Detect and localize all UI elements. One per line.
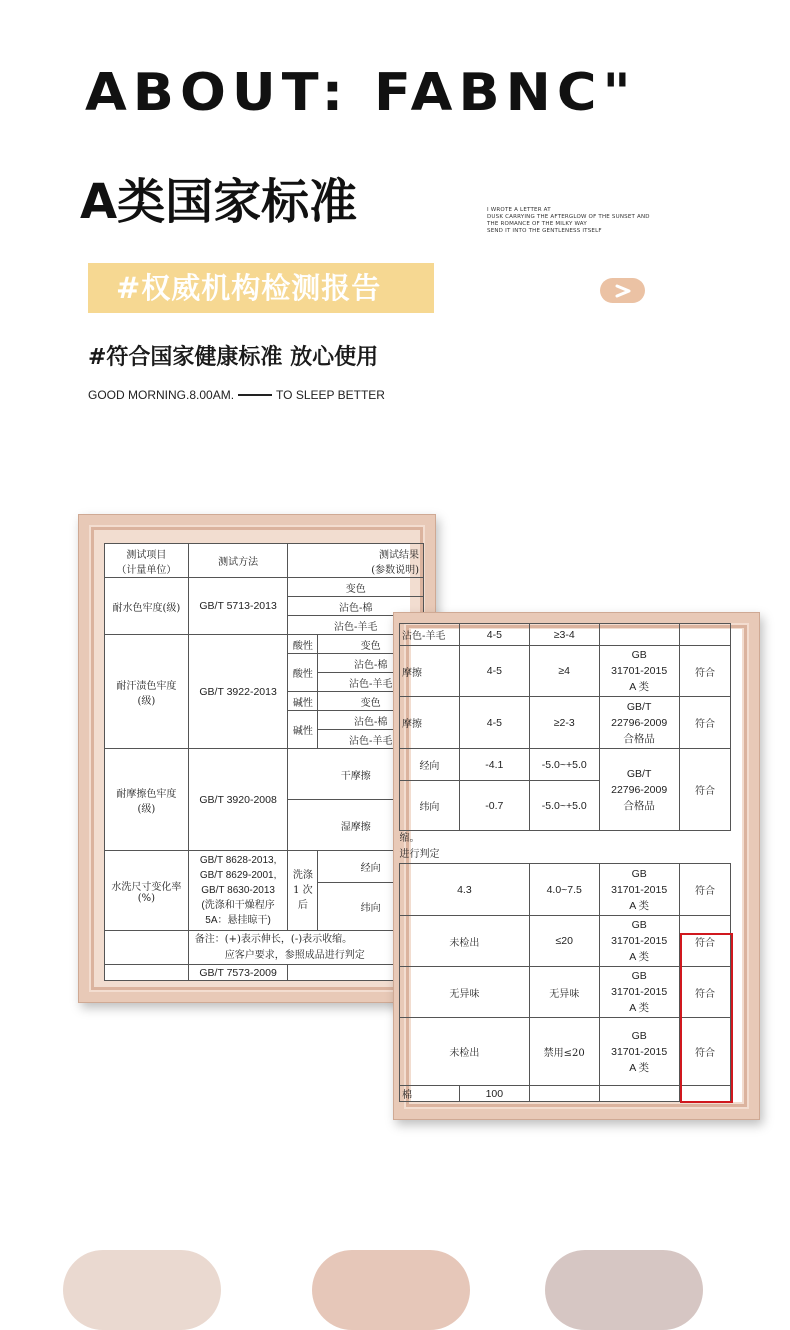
- requirement-cell: -5.0~+5.0: [529, 749, 599, 781]
- requirement-cell: ≥3-4: [529, 624, 599, 646]
- item-cell: 摩擦: [400, 646, 460, 697]
- poem-line: THE ROMANCE OF THE MILKY WAY: [487, 221, 587, 227]
- tagline-left: GOOD MORNING.8.00AM.: [88, 388, 235, 402]
- standard-cell: GB 31701-2015 A 类: [599, 916, 679, 967]
- item-cell: 耐水色牢度(级): [105, 578, 189, 635]
- blank-cell: [731, 646, 742, 697]
- report-tag-banner: #权威机构检测报告: [88, 263, 434, 313]
- blank-cell: [731, 697, 742, 749]
- sub-cell: 变色: [318, 692, 424, 711]
- requirement-cell: 无异味: [529, 967, 599, 1018]
- report-frame-left: [78, 514, 436, 1003]
- remark-line: 缩。: [399, 833, 420, 844]
- sub-cell: 沾色-羊毛: [288, 616, 424, 635]
- sub-cell: 沾色-羊毛: [318, 673, 424, 692]
- blank-cell: [731, 831, 742, 864]
- requirement-cell: ≤20: [529, 916, 599, 967]
- remark-line: 备注：(+)表示伸长，(-)表示收缩。: [194, 933, 353, 945]
- verdict-cell: [679, 624, 731, 646]
- tagline: [88, 388, 385, 402]
- verdict-cell: 符合: [679, 697, 731, 749]
- sub-cell: 变色: [318, 635, 424, 654]
- color-swatch-2[interactable]: [312, 1250, 470, 1330]
- brand-title: ABOUT: FABNC": [85, 62, 637, 123]
- requirement-cell: ≥4: [529, 646, 599, 697]
- tagline-rule: [238, 394, 272, 396]
- verdict-cell: 符合: [679, 864, 731, 916]
- color-swatch-3[interactable]: [545, 1250, 703, 1330]
- result-cell: 4.3: [400, 864, 530, 916]
- group-cell: 洗涤 1 次 后: [288, 851, 318, 931]
- standard-cell: GB/T 22796-2009 合格品: [599, 697, 679, 749]
- verdict-cell: 符合: [679, 916, 731, 967]
- item-cell: 耐摩擦色牢度 (级): [105, 749, 189, 851]
- item-cell: 棉: [400, 1086, 460, 1102]
- standard-cell: GB 31701-2015 A 类: [599, 1018, 679, 1086]
- requirement-cell: 4.0~7.5: [529, 864, 599, 916]
- poem-line: I WROTE A LETTER AT: [487, 207, 551, 213]
- method-cell: GB/T 5713-2013: [188, 578, 288, 635]
- test-report-table: [104, 543, 424, 981]
- result-cell: 4-5: [459, 646, 529, 697]
- report-frame-right: [393, 612, 760, 1120]
- page-headline: A类国家标准: [80, 174, 358, 230]
- sub-cell: 变色: [288, 578, 424, 597]
- sub-cell: 沾色-棉: [318, 654, 424, 673]
- standard-cell: GB 31701-2015 A 类: [599, 646, 679, 697]
- color-swatch-1[interactable]: [63, 1250, 221, 1330]
- result-cell: -0.7: [459, 781, 529, 831]
- verdict-highlight-box: [680, 933, 733, 1103]
- blank-cell: [105, 965, 189, 981]
- blank-cell: [529, 1086, 599, 1102]
- blank-cell: [105, 931, 189, 965]
- result-cell: -4.1: [459, 749, 529, 781]
- verdict-cell: 符合: [679, 1018, 731, 1086]
- method-cell: GB/T 3920-2008: [188, 749, 288, 851]
- next-arrow-button[interactable]: [600, 278, 645, 303]
- requirement-cell: -5.0~+5.0: [529, 781, 599, 831]
- group-cell: 酸性: [288, 654, 318, 692]
- item-cell: 水洗尺寸变化率 (%): [105, 851, 189, 931]
- item-cell: 沾色-羊毛: [400, 624, 460, 646]
- verdict-cell: 符合: [679, 646, 731, 697]
- group-cell: 酸性: [288, 635, 318, 654]
- sub-cell: 纬向: [318, 883, 424, 931]
- header-cell: 测试结果 (参数说明): [288, 544, 424, 578]
- standard-cell: GB 31701-2015 A 类: [599, 864, 679, 916]
- standard-cell: GB/T 22796-2009 合格品: [599, 749, 679, 831]
- remark-cell: [400, 831, 731, 864]
- header-cell: 测试项目 （计量单位）: [105, 544, 189, 578]
- poem-text: [487, 207, 650, 235]
- result-cell: 未检出: [400, 1018, 530, 1086]
- result-cell: 无异味: [400, 967, 530, 1018]
- requirement-cell: ≥2-3: [529, 697, 599, 749]
- standard-cell: [599, 624, 679, 646]
- poem-line: DUSK CARRYING THE AFTERGLOW OF THE SUNSET AND: [487, 214, 650, 220]
- standard-cell: GB 31701-2015 A 类: [599, 967, 679, 1018]
- remark-line: 应客户要求，参照成品进行判定: [224, 949, 365, 961]
- method-cell: GB/T 8628-2013, GB/T 8629-2001, GB/T 8630-2013 (洗涤和干燥程序 5A：悬挂晾干): [188, 851, 288, 931]
- tagline-right: TO SLEEP BETTER: [276, 388, 385, 402]
- sub-cell: 沾色-棉: [318, 711, 424, 730]
- item-cell: 摩擦: [400, 697, 460, 749]
- result-cell: 4-5: [459, 697, 529, 749]
- verdict-cell: 符合: [679, 967, 731, 1018]
- sub-cell: 干摩擦: [288, 749, 424, 800]
- verdict-cell: 符合: [679, 749, 731, 831]
- header-cell: 测试方法: [188, 544, 288, 578]
- blank-cell: [599, 1086, 679, 1102]
- sub-cell: 经向: [318, 851, 424, 883]
- method-cell: GB/T 7573-2009: [188, 965, 288, 981]
- sub-cell: 沾色-棉: [288, 597, 424, 616]
- standard-subline: #符合国家健康标准 放心使用: [88, 345, 379, 370]
- blank-cell: [731, 624, 742, 646]
- item-cell: 纬向: [400, 781, 460, 831]
- chevron-right-icon: [614, 284, 632, 298]
- method-cell: GB/T 3922-2013: [188, 635, 288, 749]
- remark-line: 进行判定: [399, 849, 440, 860]
- result-cell: 4-5: [459, 624, 529, 646]
- group-cell: 碱性: [288, 711, 318, 749]
- sub-cell: 沾色-羊毛: [318, 730, 424, 749]
- blank-cell: [731, 864, 742, 916]
- remark-cell: [188, 931, 423, 965]
- result-cell: 100: [459, 1086, 529, 1102]
- requirement-cell: 禁用≤20: [529, 1018, 599, 1086]
- report-paper-right: [399, 628, 742, 1102]
- item-cell: 经向: [400, 749, 460, 781]
- poem-line: SEND IT INTO THE GENTLENESS ITSELF: [487, 228, 602, 234]
- group-cell: 碱性: [288, 692, 318, 711]
- item-cell: 耐汗渍色牢度 (级): [105, 635, 189, 749]
- sub-cell: 湿摩擦: [288, 800, 424, 851]
- result-cell: 未检出: [400, 916, 530, 967]
- blank-cell: [731, 749, 742, 831]
- report-paper-left: [104, 543, 419, 980]
